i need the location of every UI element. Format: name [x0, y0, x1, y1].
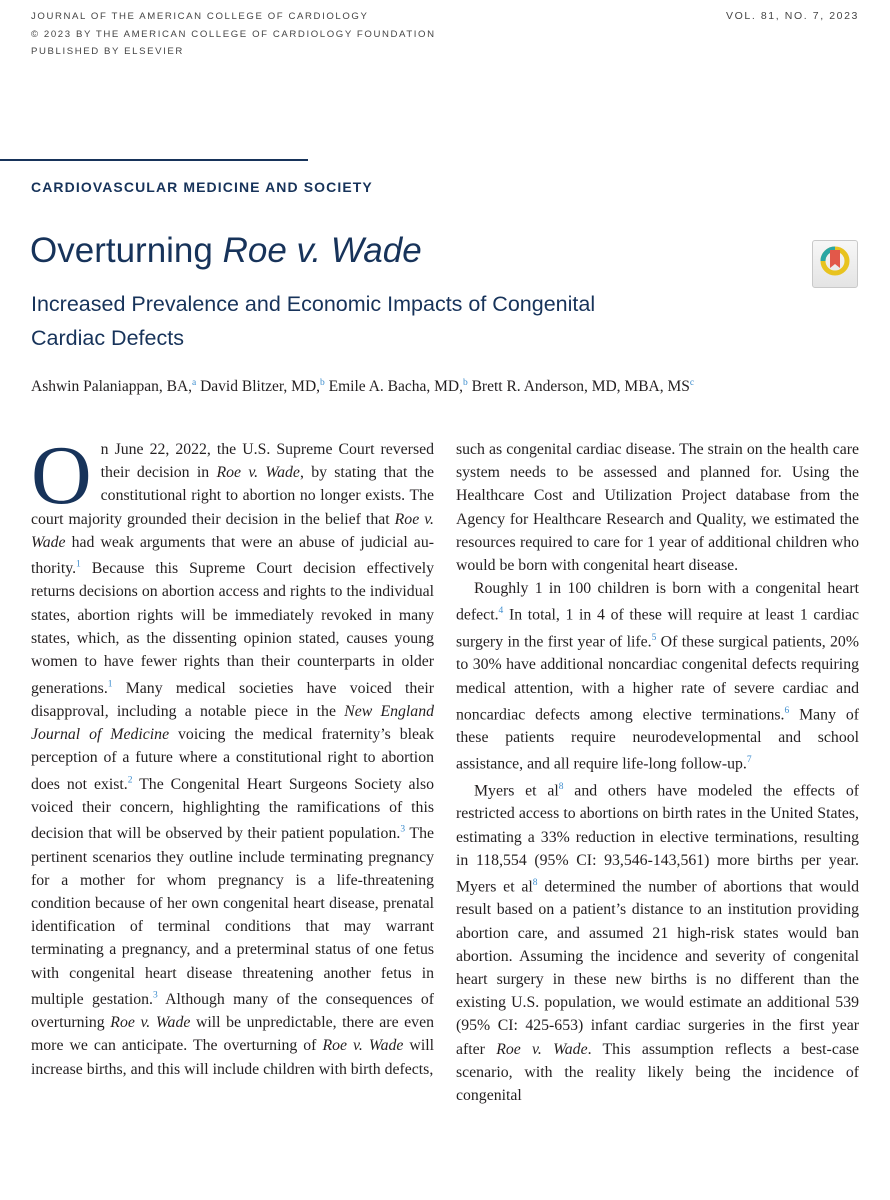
- volume-info: VOL. 81, NO. 7, 2023: [726, 10, 859, 22]
- title-case-name: Roe v. Wade: [222, 231, 422, 270]
- citation-ref[interactable]: 8: [532, 877, 538, 888]
- italic-text: Roe v. Wade: [216, 464, 300, 482]
- paragraph-prevalence: [456, 577, 859, 776]
- citation-ref[interactable]: 2: [127, 775, 133, 786]
- author-name: Ashwin Palaniappan, BA,: [31, 378, 193, 396]
- text-run: Although many of the consequences of overturning: [31, 991, 434, 1032]
- citation-ref[interactable]: 8: [558, 781, 564, 792]
- affiliation-marker[interactable]: c: [689, 378, 695, 388]
- text-run: voicing the medical fraternity’s bleak perception of a future where a constitutional right to abortion does not exist.: [31, 725, 434, 793]
- drop-cap: O: [31, 429, 92, 522]
- crossmark-icon: [813, 241, 857, 287]
- article-title: [30, 231, 422, 271]
- citation-ref[interactable]: 6: [784, 705, 790, 716]
- text-run: will increase births, and this will include children with birth defects,: [31, 1037, 434, 1078]
- text-run: Roughly 1 in 100 children is born with a congenital heart defect.: [456, 580, 859, 624]
- affiliation-marker[interactable]: b: [320, 378, 325, 388]
- author-list: [31, 378, 694, 396]
- journal-name: JOURNAL OF THE AMERICAN COLLEGE OF CARDIOLOGY: [31, 11, 369, 22]
- affiliation-marker[interactable]: a: [192, 378, 197, 388]
- text-run: The Congenital Heart Surgeons Society also voiced their concern, highlighting the ramifications of this decision that will be observed by their patient population.: [31, 775, 435, 843]
- copyright-line: © 2023 BY THE AMERICAN COLLEGE OF CARDIOLOGY FOUNDATION: [31, 28, 436, 40]
- text-run: The pertinent scenarios they outline include terminating pregnancy for a mother for whom pregnancy is a life-threatening condition because of her own congenital heart disease, prenatal identification of terminal conditions that may warrant terminating a pregnancy, and a preterminal status of one fetus with congenital heart disease threatening another fetus in multiple gestation.: [31, 825, 434, 1008]
- author-name: David Blitzer, MD,: [200, 378, 321, 396]
- affiliation-marker[interactable]: b: [462, 378, 468, 388]
- text-run: Many medical societies have voiced their disapproval, including a notable piece in the: [31, 679, 434, 720]
- citation-ref[interactable]: 1: [76, 560, 81, 571]
- journal-header: [31, 8, 436, 61]
- paragraph-birth-rates: [456, 776, 859, 1107]
- header-rule: [0, 159, 308, 161]
- section-label: CARDIOVASCULAR MEDICINE AND SOCIETY: [31, 179, 373, 195]
- body-column-right: [456, 438, 859, 1107]
- text-run: Of these surgical patients, 20% to 30% have additional noncardiac congenital defects requiring medical attention, with a higher rate of severe cardiac and noncardiac defects among elective terminations.: [456, 633, 859, 724]
- italic-text: Roe v. Wade: [31, 510, 435, 551]
- italic-text: Roe v. Wade: [110, 1014, 191, 1032]
- text-run: Many of these patients require neurodevelopmental and school assistance, and all require life-long follow-up.: [456, 706, 859, 773]
- citation-ref[interactable]: 1: [107, 679, 113, 690]
- body-column-left: [31, 429, 435, 1081]
- citation-ref[interactable]: 4: [498, 606, 504, 617]
- paragraph-intro: [31, 429, 435, 1081]
- title-prefix: Overturning: [30, 231, 223, 270]
- citation-ref[interactable]: 5: [651, 632, 657, 643]
- citation-ref[interactable]: 7: [746, 755, 752, 766]
- citation-ref[interactable]: 3: [152, 990, 158, 1001]
- italic-text: Roe v. Wade: [322, 1037, 404, 1055]
- text-run: Myers et al: [474, 782, 559, 800]
- italic-text: Roe v. Wade: [496, 1040, 588, 1058]
- text-run: Because this Supreme Court decision effectively returns decisions on abortion access and rights to the individual states, abortion rights will be immediately revoked in many states, which, as the dissenting opinion stated, causes young women to have fewer rights than their counterparts in older generations.: [31, 560, 434, 697]
- author-name: Emile A. Bacha, MD,: [328, 378, 463, 396]
- text-run: . This assumption reflects a best-case scenario, with the reality likely being the incidence of congenital: [456, 1040, 859, 1105]
- text-run: and others have modeled the effects of restricted access to abortions on birth rates in the United States, estimating a 33% reduction in elective terminations, resulting in 118,554 (95% CI: 93,546-143,561) more births per year. Myers et al: [456, 782, 859, 896]
- italic-text: New England Journal of Medicine: [31, 702, 434, 743]
- text-run: such as congenital cardiac disease. The strain on the health care system needs to be assessed and planned for. Using the Healthcare Cost and Utilization Project database from the Agency for Healthcare Research and Quality, we estimated the resources required to care for 1 year of additional children who would be born with congenital heart disease.: [456, 441, 859, 575]
- text-run: , by stating that the constitutional right to abortion no longer exists. The court majority grounded their decision in the belief that: [31, 464, 434, 528]
- text-run: determined the number of abortions that would result based on a patient’s distance to an institution providing abortion care, and assumed 21 high-risk states would ban abortion. Assuming the incidence and severity of congenital heart surgery in these new births is no different than the existing U.S. population, we would estimate an additional 539 (95% CI: 425-653) infant cardiac surgeries in the first year after: [456, 878, 859, 1058]
- publisher-line: PUBLISHED BY ELSEVIER: [31, 46, 184, 57]
- text-run: In total, 1 in 4 of these will require at least 1 cardiac surgery in the first year of life.: [456, 606, 859, 651]
- paragraph-continued: [456, 438, 859, 577]
- text-run: will be unpredictable, there are even more we can anticipate. The overturning of: [31, 1014, 434, 1055]
- crossmark-button[interactable]: [812, 240, 858, 288]
- author-name: Brett R. Anderson, MD, MBA, MS: [471, 378, 690, 396]
- article-subtitle: Increased Prevalence and Economic Impacts of Congenital Cardiac Defects: [31, 292, 596, 350]
- citation-ref[interactable]: 3: [400, 825, 406, 836]
- text-run: had weak arguments that were an abuse of judicial authority.: [31, 533, 434, 578]
- text-run: n June 22, 2022, the U.S. Supreme Court reversed their decision in: [100, 441, 434, 482]
